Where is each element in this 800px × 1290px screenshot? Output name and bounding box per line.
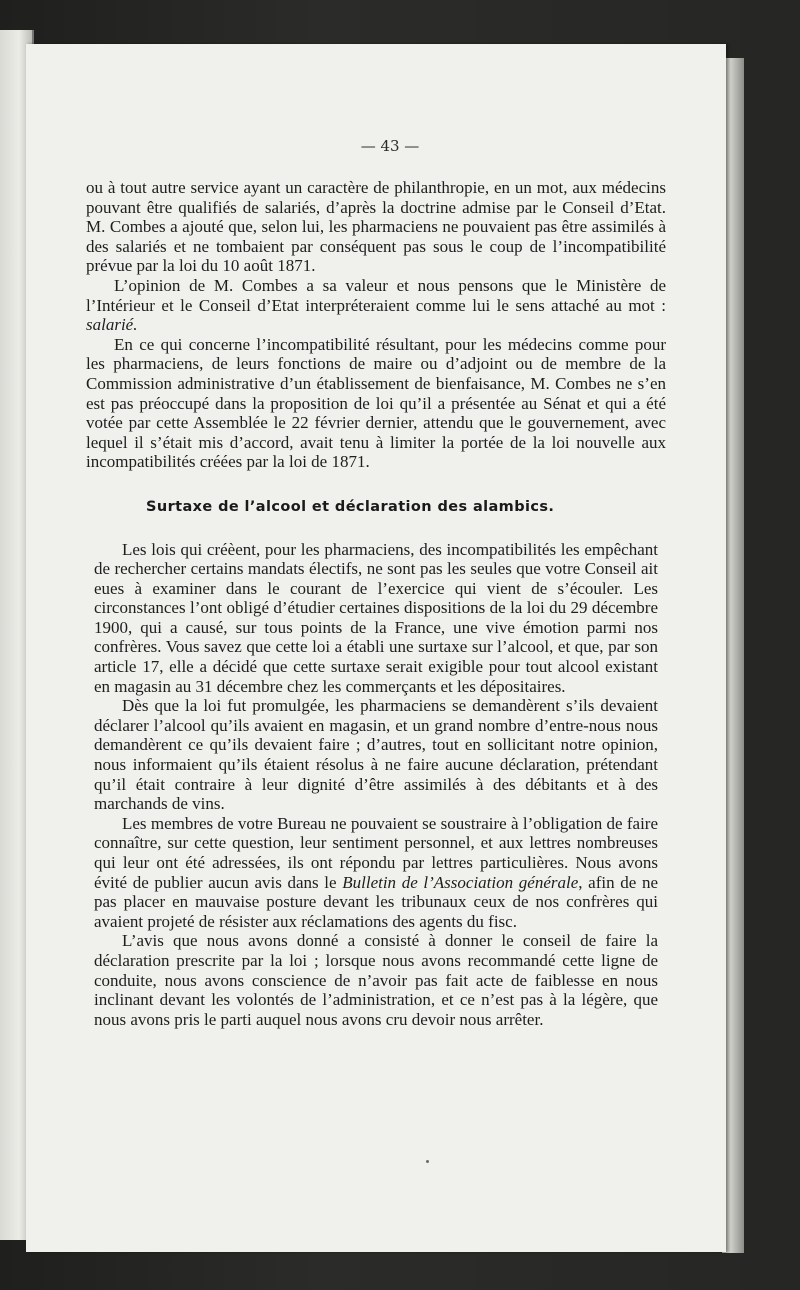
paragraph-7: L’avis que nous avons donné a consisté à donner le conseil de faire la déclaration prescrite par la loi ; lorsque nous avons recommandé cette ligne de conduite, nous avons conscience de n’avoir pas fait acte de faiblesse en nous inclinant devant les volontés de l’administration, et ce n’est pas à la légère, que nous avons pris le parti auquel nous avons cru devoir nous arrêter. xyxy=(94,931,658,1029)
book-page xyxy=(26,44,726,1252)
page-body xyxy=(86,178,666,1029)
paragraph-2-text: L’opinion de M. Combes a sa valeur et nous pensons que le Ministère de l’Intérieur et le Conseil d’Etat interpréteraient comme lui le sens attaché au mot : xyxy=(86,275,666,315)
paragraph-3: En ce qui concerne l’incompatibilité résultant, pour les médecins comme pour les pharmaciens, de leurs fonctions de maire ou d’adjoint ou de membre de la Commission administrative d’un établissement de bienfaisance, M. Combes ne s’en est pas préoccupé dans la proposition de loi qu’il a présentée au Sénat et qui a été votée par cette Assemblée le 22 février dernier, attendu que le gouvernement, avec lequel il s’était mis d’accord, avait tenu à limiter la portée de la loi nouvelle aux incompatibilités créées par la loi de 1871. xyxy=(86,334,666,472)
page-number: — 43 — xyxy=(360,137,420,155)
paragraph-6-text-end: , afin de ne pas placer en mauvaise posture devant les tribunaux ceux de nos confrères qui avaient projeté de résister aux réclamations des agents du fisc. xyxy=(94,872,659,931)
ink-speck xyxy=(426,1160,429,1163)
paragraph-4: Les lois qui créèent, pour les pharmaciens, des incompatibilités les empêchant de rechercher certains mandats électifs, ne sont pas les seules que votre Conseil ait eues à examiner dans le courant de l’exercice qui vient de s’écouler. Les circonstances l’ont obligé d’étudier certaines dispositions de la loi du 29 décembre 1900, qui a causé, sur tous points de la France, une vive émotion parmi nos confrères. Vous savez que cette loi a établi une surtaxe sur l’alcool, et que, par son article 17, elle a décidé que cette surtaxe serait exigible pour tout alcool existant en magasin au 31 décembre chez les commerçants et les dépositaires. xyxy=(94,539,658,696)
section-body xyxy=(86,540,666,1030)
bulletin-title: Bulletin de l’Association générale xyxy=(342,872,579,892)
section-heading: Surtaxe de l’alcool et déclaration des alambics. xyxy=(146,498,555,515)
paragraph-1: ou à tout autre service ayant un caractère de philanthropie, en un mot, aux médecins pouvant être qualifiés de salariés, d’après la doctrine admise par le Conseil d’Etat. M. Combes a ajouté que, selon lui, les pharmaciens ne pouvaient pas être assimilés à des salariés et ne tombaient par conséquent pas sous le coup de l’incompatibilité prévue par la loi du 10 août 1871. xyxy=(86,178,666,276)
paragraph-6 xyxy=(94,814,658,932)
paragraph-5: Dès que la loi fut promulgée, les pharmaciens se demandèrent s’ils devaient déclarer l’alcool qu’ils avaient en magasin, et un grand nombre d’entre-nous nous demandèrent ce qu’ils devaient faire ; d’autres, tout en sollicitant notre opinion, nous informaient qu’ils étaient résolus à ne faire aucune déclaration, prétendant qu’il était contraire à leur dignité d’être assimilés à des débitants et à des marchands de vins. xyxy=(94,696,658,814)
emphasis-salarie: salarié. xyxy=(86,315,138,335)
paragraph-6-text-start: Les membres de votre Bureau ne pouvaient se soustraire à l’obligation de faire connaître, sur cette question, leur sentiment personnel, et aux lettres nombreuses qui leur ont été adressées, ils ont répondu par lettres particulières. Nous avons évité de publier aucun avis dans le xyxy=(94,813,658,892)
paragraph-2 xyxy=(86,276,666,335)
